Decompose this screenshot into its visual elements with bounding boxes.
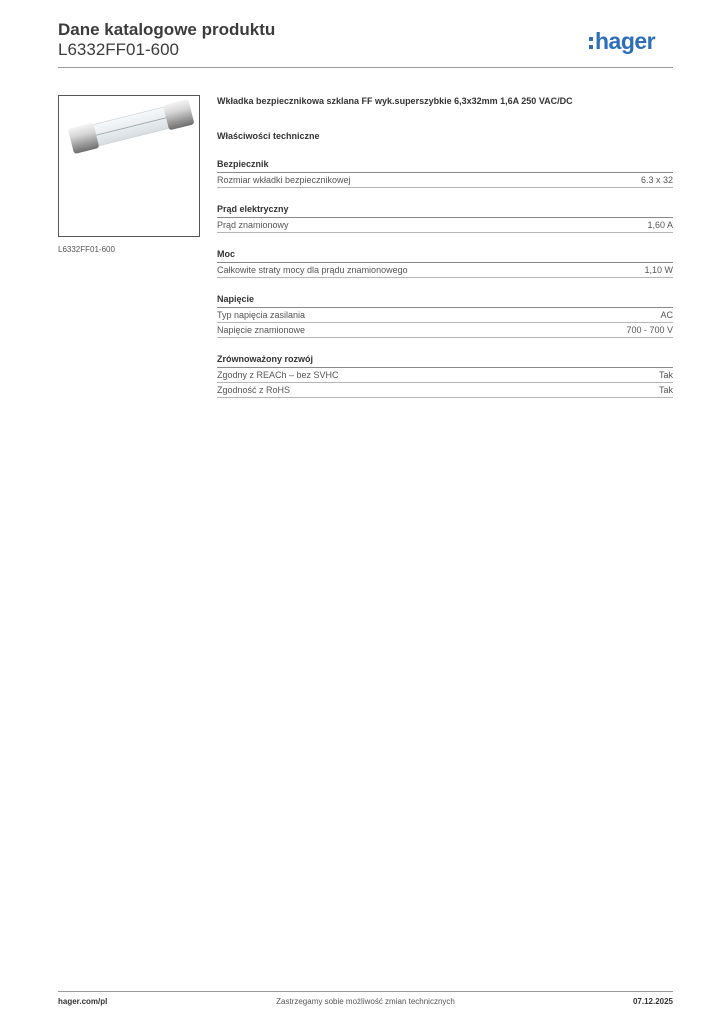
group-voltage [217, 293, 673, 338]
section-title: Właściwości techniczne [217, 131, 320, 141]
group-fuse [217, 158, 673, 188]
group-title: Napięcie [217, 293, 673, 308]
row-value: AC [660, 310, 673, 320]
table-row [217, 308, 673, 323]
group-sustainability [217, 353, 673, 398]
row-value: 1,10 W [644, 265, 673, 275]
group-title: Moc [217, 248, 673, 263]
product-description: Wkładka bezpiecznikowa szklana FF wyk.superszybkie 6,3x32mm 1,6A 250 VAC/DC [217, 96, 573, 106]
glass-fuse-image [59, 96, 199, 236]
table-row [217, 218, 673, 233]
row-label: Całkowite straty mocy dla prądu znamionowego [217, 265, 408, 275]
row-value: 1,60 A [647, 220, 673, 230]
group-title: Bezpiecznik [217, 158, 673, 173]
footer-divider [58, 991, 673, 992]
table-row [217, 173, 673, 188]
footer-website-link[interactable]: hager.com/pl [58, 997, 108, 1006]
table-row [217, 323, 673, 338]
row-value: Tak [658, 385, 673, 395]
group-title: Prąd elektryczny [217, 203, 673, 218]
image-caption: L6332FF01-600 [58, 245, 115, 254]
row-label: Zgodność z RoHS [217, 385, 291, 395]
group-current [217, 203, 673, 233]
footer-disclaimer: Zastrzegamy sobie możliwość zmian technicznych [276, 997, 455, 1006]
row-value: 700 - 700 V [626, 325, 673, 335]
group-power [217, 248, 673, 278]
product-image-frame [58, 95, 200, 237]
group-title: Zrównoważony rozwój [217, 353, 673, 368]
footer-date: 07.12.2025 [632, 997, 673, 1006]
table-row [217, 383, 673, 398]
row-value: Tak [658, 370, 673, 380]
header-divider [58, 67, 673, 68]
row-label: Prąd znamionowy [217, 220, 289, 230]
row-label: Rozmiar wkładki bezpiecznikowej [217, 175, 351, 185]
header [58, 20, 673, 60]
table-row [217, 368, 673, 383]
product-details [217, 95, 673, 398]
hager-logo [589, 28, 673, 56]
table-row [217, 263, 673, 278]
row-value: 6.3 x 32 [640, 175, 673, 185]
row-label: Typ napięcia zasilania [217, 310, 306, 320]
product-reference: L6332FF01-600 [58, 40, 179, 59]
svg-text:hager: hager [595, 28, 656, 54]
row-label: Napięcie znamionowe [217, 325, 306, 335]
row-label: Zgodny z REACh – bez SVHC [217, 370, 339, 380]
document-title: Dane katalogowe produktu [58, 20, 276, 39]
